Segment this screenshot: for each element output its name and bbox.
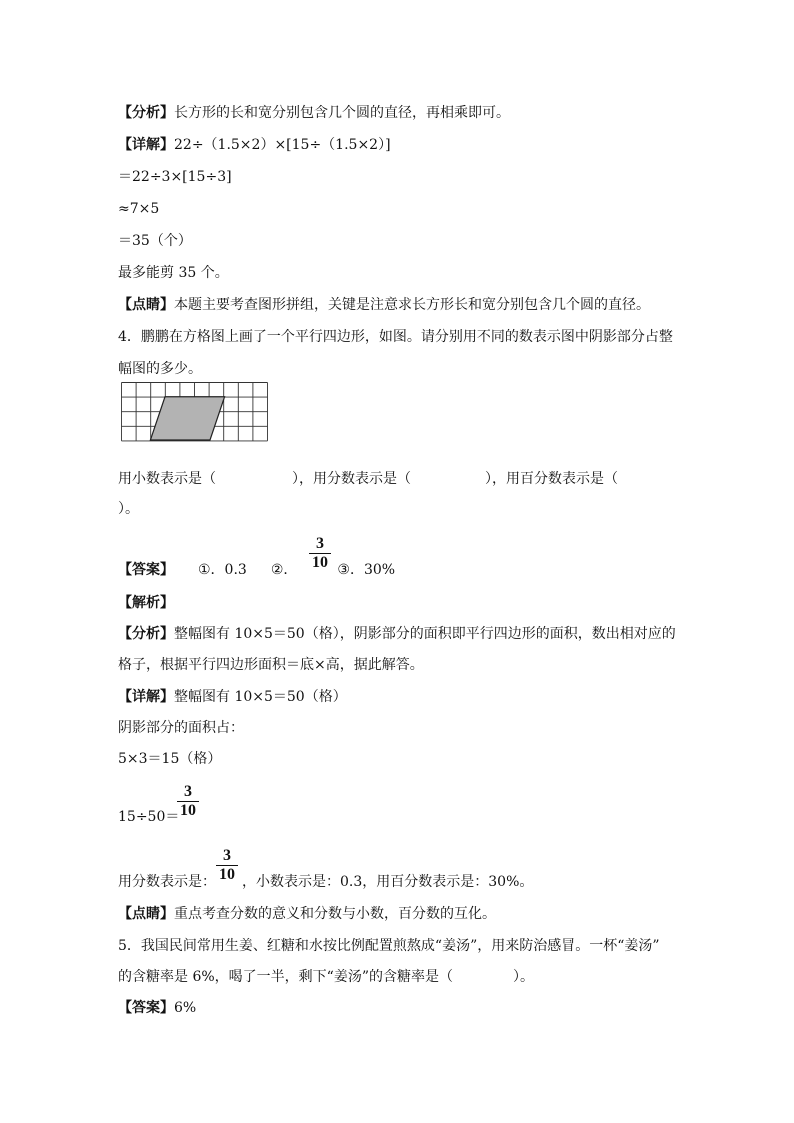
q4-answer bbox=[118, 561, 395, 579]
answer-text: 6% bbox=[174, 1000, 197, 1016]
shaded-parallelogram bbox=[150, 397, 224, 440]
prev-detail bbox=[118, 136, 391, 154]
detail-summary bbox=[118, 873, 533, 891]
fraction-numerator: 3 bbox=[184, 783, 192, 800]
summary-prefix: 用分数表示是： bbox=[118, 874, 216, 890]
answer-tag: 【答案】 bbox=[118, 562, 174, 578]
percent-blank-label: ），用百分数表示是（ bbox=[485, 471, 618, 487]
q4-analysis bbox=[118, 625, 676, 643]
analysis-text: 整幅图有 10×5＝50（格），阴影部分的面积即平行四边形的面积，数出相对应的 bbox=[174, 626, 676, 642]
q5-stem-line: 5．我国民间常用生姜、红糖和水按比例配置煎熬成“姜汤”，用来防治感冒。一杯“姜汤” bbox=[118, 938, 660, 954]
fraction-numerator: 3 bbox=[223, 847, 231, 864]
detail-line: 5×3＝15（格） bbox=[118, 751, 222, 767]
fraction-numerator: 3 bbox=[316, 535, 324, 552]
q5-stem-line2 bbox=[118, 968, 534, 986]
conclusion: 最多能剪 35 个。 bbox=[118, 265, 229, 281]
summary-suffix: ，小数表示是：0.3，用百分数表示是：30%。 bbox=[242, 874, 534, 890]
answer-1: ①．0.3 bbox=[198, 562, 247, 578]
analysis-text: 长方形的长和宽分别包含几个圆的直径，再相乘即可。 bbox=[174, 105, 510, 121]
detail-line: ＝35（个） bbox=[118, 233, 192, 249]
prev-comment bbox=[118, 296, 650, 314]
detail-tag: 【详解】 bbox=[118, 689, 174, 705]
comment-text: 本题主要考查图形拼组，关键是注意求长方形长和宽分别包含几个圆的直径。 bbox=[174, 297, 650, 313]
detail-line: ≈7×5 bbox=[118, 201, 160, 217]
explain-tag: 【解析】 bbox=[118, 595, 174, 611]
analysis-text: 格子，根据平行四边形面积＝底×高，据此解答。 bbox=[118, 657, 424, 673]
q5-stem-text: 的含糖率是 6%，喝了一半，剩下“姜汤”的含糖率是（ bbox=[118, 969, 453, 985]
comment-text: 重点考查分数的意义和分数与小数，百分数的互化。 bbox=[174, 906, 496, 922]
comment-tag: 【点睛】 bbox=[118, 297, 174, 313]
q4-detail bbox=[118, 688, 347, 706]
analysis-tag: 【分析】 bbox=[118, 626, 174, 642]
decimal-blank-label: 用小数表示是（ bbox=[118, 471, 216, 487]
answer-3: ③．30% bbox=[337, 562, 396, 578]
detail-line: 整幅图有 10×5＝50（格） bbox=[174, 689, 347, 705]
detail-line: 阴影部分的面积占： bbox=[118, 720, 244, 736]
prev-analysis bbox=[118, 104, 510, 122]
q4-stem-line: 4．鹏鹏在方格图上画了一个平行四边形，如图。请分别用不同的数表示图中阴影部分占整 bbox=[118, 329, 673, 345]
fraction-denominator: 10 bbox=[312, 554, 328, 571]
q5-answer bbox=[118, 999, 196, 1017]
answer-fraction bbox=[309, 536, 331, 571]
answer-tag: 【答案】 bbox=[118, 1000, 174, 1016]
detail-fraction bbox=[177, 784, 199, 819]
detail-tag: 【详解】 bbox=[118, 137, 174, 153]
q4-comment bbox=[118, 905, 496, 923]
comment-tag: 【点睛】 bbox=[118, 906, 174, 922]
q4-blanks-line bbox=[118, 470, 618, 488]
fraction-denominator: 10 bbox=[219, 866, 235, 883]
parallelogram-grid-figure bbox=[121, 382, 269, 442]
fraction-blank-label: ），用分数表示是（ bbox=[292, 471, 411, 487]
detail-line: 22÷（1.5×2）×[15÷（1.5×2）] bbox=[174, 137, 391, 153]
summary-fraction bbox=[216, 848, 238, 883]
detail-line: 15÷50＝ bbox=[118, 809, 180, 825]
detail-line: ＝22÷3×[15÷3] bbox=[118, 169, 232, 185]
q5-stem-end: ）。 bbox=[512, 969, 534, 985]
answer-2-prefix: ②． bbox=[270, 562, 298, 578]
analysis-tag: 【分析】 bbox=[118, 105, 174, 121]
fraction-denominator: 10 bbox=[180, 802, 196, 819]
q4-stem-line: 幅图的多少。 bbox=[118, 361, 202, 377]
q4-blanks-end: ）。 bbox=[118, 501, 139, 517]
